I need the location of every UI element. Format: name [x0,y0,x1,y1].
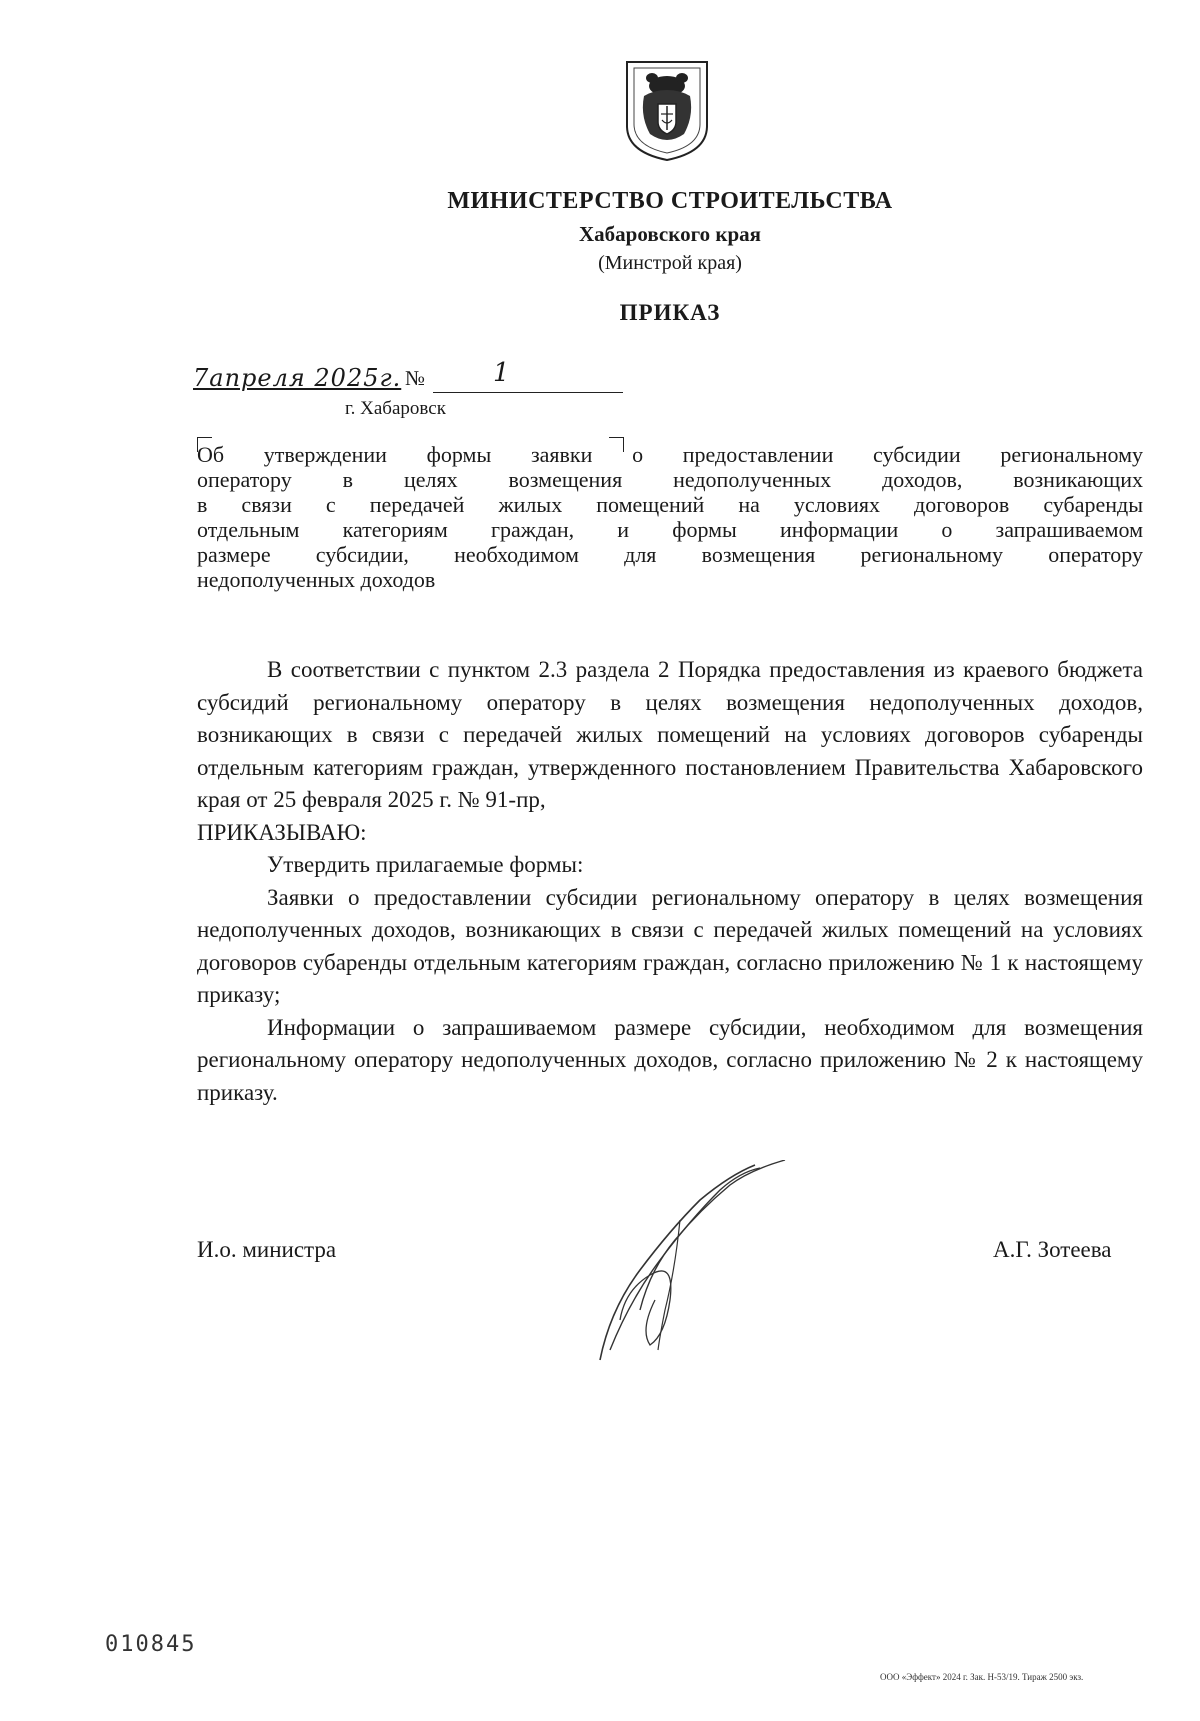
printer-imprint: ООО «Эффект» 2024 г. Зак. Н-53/19. Тираж 2500 экз. [880,1672,1084,1682]
ministry-short-name: (Минстрой края) [598,252,742,274]
approve-paragraph: Утвердить прилагаемые формы: [267,852,584,877]
handwritten-date: 7апреля 2025г. [193,364,402,392]
order-body [197,654,1143,1109]
signatory-name: А.Г. Зотеева [993,1237,1112,1262]
title-line: Об утверждении формы заявки о предоставлении субсидии региональному [197,442,1143,467]
ministry-title: МИНИСТЕРСТВО СТРОИТЕЛЬСТВА [447,188,893,214]
number-underline [433,392,623,393]
number-label: № [405,366,426,390]
document-type: ПРИКАЗ [619,300,721,325]
item-2-paragraph: Информации о запрашиваемом размере субсидии, необходимом для возмещения региональному оператору недополученных доходов, согласно приложению № 2 к настоящему приказу. [197,1014,1143,1105]
coat-of-arms-icon [622,56,712,164]
order-word: ПРИКАЗЫВАЮ: [197,819,367,845]
title-line: недополученных доходов [197,567,436,592]
preamble-paragraph: В соответствии с пунктом 2.3 раздела 2 Порядка предоставления из краевого бюджета субсидий региональному оператору в целях возмещения недополученных доходов, возникающих в связи с передачей жилых помещений на условиях договоров субаренды отдельным категориям граждан, утвержденного постановлением Правительства Хабаровского края от 25 февраля 2025 г. № 91-пр, [197,657,1143,812]
order-title [197,442,1143,592]
handwritten-signature [580,1160,820,1370]
region-title: Хабаровского края [579,222,761,246]
title-line: размере субсидии, необходимом для возмещения региональному оператору [197,542,1143,567]
title-line: в связи с передачей жилых помещений на условиях договоров субаренды [197,492,1143,517]
item-1-paragraph: Заявки о предоставлении субсидии региональному оператору в целях возмещения недополученных доходов, возникающих в связи с передачей жилых помещений на условиях договоров субаренды отдельным категориям граждан, согласно приложению № 1 к настоящему приказу; [197,884,1143,1007]
handwritten-number: 1 [493,358,510,388]
title-line: отдельным категориям граждан, и формы информации о запрашиваемом [197,517,1143,542]
signatory-position: И.о. министра [197,1237,337,1262]
city-label: г. Хабаровск [345,398,446,419]
title-line: оператору в целях возмещения недополученных доходов, возникающих [197,467,1143,492]
serial-number: 010845 [105,1632,197,1657]
date-number-line [193,358,623,394]
